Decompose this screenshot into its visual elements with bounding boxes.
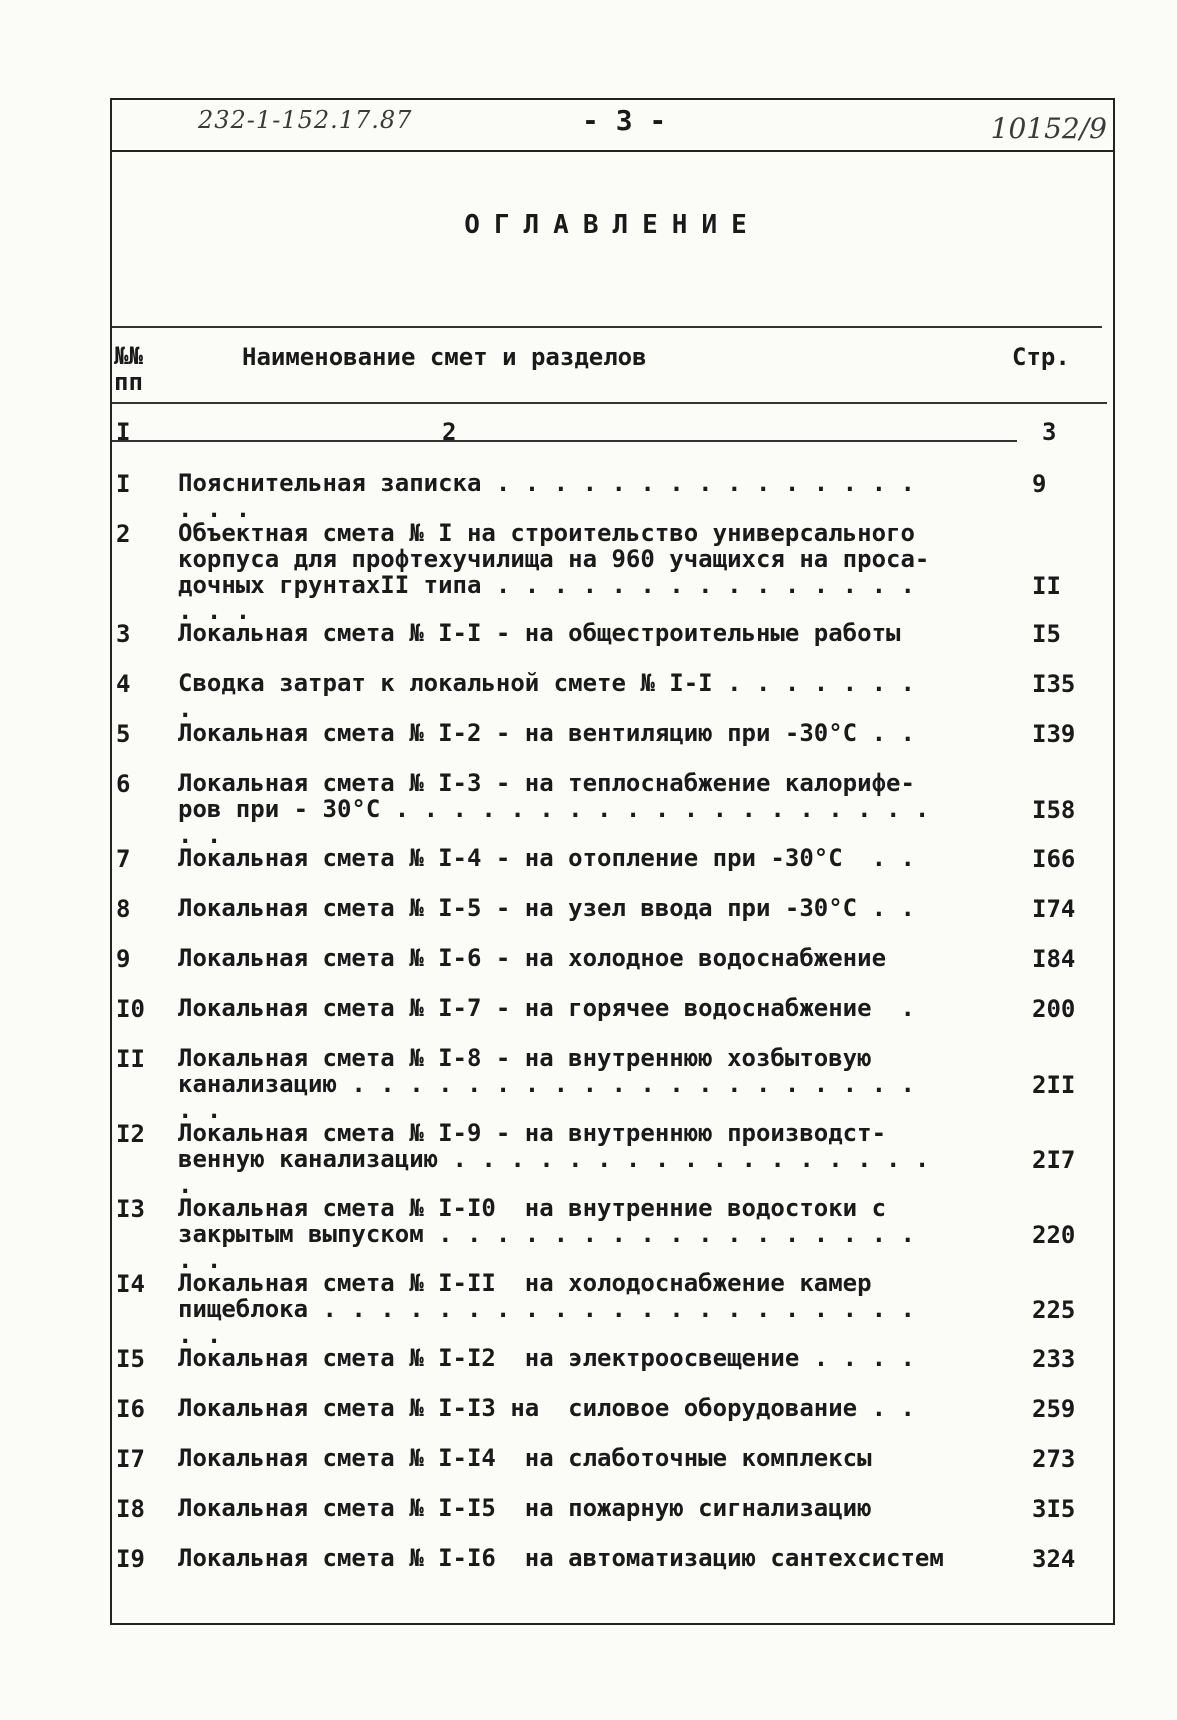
row-text: Локальная смета № I-9 - на внутреннюю производст- венную канализацию . . . . . . . . . . . . . . . . . .	[178, 1119, 930, 1199]
row-text: Локальная смета № I-I - на общестроительные работы	[178, 619, 901, 647]
sheet-number: 10152/9	[990, 112, 1107, 145]
column-header-page: Стр.	[1012, 343, 1070, 371]
column-header-name: Наименование смет и разделов	[242, 343, 647, 371]
row-text: Сводка затрат к локальной смете № I-I . . . . . . . .	[178, 669, 930, 723]
row-page: 324	[1032, 1545, 1076, 1573]
row-page: I39	[1032, 720, 1076, 748]
page-number: - 3 -	[582, 104, 667, 137]
row-text: Локальная смета № I-I2 на электроосвещение . . . .	[178, 1344, 915, 1372]
row-number: 3	[116, 620, 131, 648]
column-number-3: 3	[1042, 418, 1057, 446]
row-text: Локальная смета № I-I4 на слаботочные комплексы	[178, 1444, 872, 1472]
row-text: Локальная смета № I-I5 на пожарную сигнализацию	[178, 1494, 872, 1522]
row-number: I6	[116, 1395, 145, 1423]
row-page: 9	[1032, 470, 1047, 498]
row-page: I58	[1032, 796, 1076, 824]
row-text: Локальная смета № I-4 - на отопление при -30°C . .	[178, 844, 915, 872]
row-page: I35	[1032, 670, 1076, 698]
row-page: I5	[1032, 620, 1061, 648]
row-page: 220	[1032, 1221, 1076, 1249]
row-number: I0	[116, 995, 145, 1023]
row-text: Локальная смета № I-7 - на горячее водоснабжение .	[178, 994, 915, 1022]
row-page: I66	[1032, 845, 1076, 873]
row-number: 2	[116, 520, 131, 548]
row-number: 7	[116, 845, 131, 873]
row-number: I4	[116, 1270, 145, 1298]
row-page: 2I7	[1032, 1146, 1076, 1174]
row-text: Локальная смета № I-3 - на теплоснабжение калорифе- ров при - 30°C . . . . . . . . . . . . . . . . . . . . .	[178, 769, 930, 849]
header-band	[112, 100, 1113, 152]
row-number: I8	[116, 1495, 145, 1523]
row-text: Локальная смета № I-2 - на вентиляцию при -30°C . .	[178, 719, 915, 747]
row-number: I3	[116, 1195, 145, 1223]
table-top-rule	[112, 326, 1102, 328]
row-number: II	[116, 1045, 145, 1073]
page-frame	[110, 98, 1115, 1625]
row-number: I2	[116, 1120, 145, 1148]
row-text: Локальная смета № I-6 - на холодное водоснабжение	[178, 944, 887, 972]
row-page: I74	[1032, 895, 1076, 923]
row-number: I	[116, 470, 131, 498]
row-page: II	[1032, 572, 1061, 600]
row-number: 5	[116, 720, 131, 748]
row-page: 273	[1032, 1445, 1076, 1473]
row-text: Локальная смета № I-I0 на внутренние водостоки с закрытым выпуском . . . . . . . . . . . . . . . . . . .	[178, 1194, 915, 1274]
row-text: Пояснительная записка . . . . . . . . . . . . . . . . . .	[178, 469, 930, 523]
row-number: 9	[116, 945, 131, 973]
row-text: Локальная смета № I-5 - на узел ввода при -30°C . .	[178, 894, 915, 922]
page-title: ОГЛАВЛЕНИЕ	[464, 210, 761, 240]
row-number: I5	[116, 1345, 145, 1373]
row-page: 200	[1032, 995, 1076, 1023]
document-code: 232-1-152.17.87	[198, 106, 413, 134]
row-text: Локальная смета № I-I6 на автоматизацию сантехсистем	[178, 1544, 944, 1572]
row-page: 225	[1032, 1296, 1076, 1324]
column-numbers-rule	[112, 440, 1017, 442]
row-number: I9	[116, 1545, 145, 1573]
row-page: 3I5	[1032, 1495, 1076, 1523]
row-text: Объектная смета № I на строительство универсального корпуса для профтехучилища на 960 учащихся на проса- дочных грунтахII типа . . . . . . . . . . . . . . . . . .	[178, 519, 930, 625]
column-number-1: I	[116, 418, 131, 446]
header-rule	[112, 402, 1107, 404]
row-page: 233	[1032, 1345, 1076, 1373]
row-page: 2II	[1032, 1071, 1076, 1099]
row-number: 6	[116, 770, 131, 798]
column-number-2: 2	[442, 418, 457, 446]
row-text: Локальная смета № I-II на холодоснабжение камер пищеблока . . . . . . . . . . . . . . . . . . . . . . .	[178, 1269, 915, 1349]
row-number: 8	[116, 895, 131, 923]
row-page: I84	[1032, 945, 1076, 973]
row-page: 259	[1032, 1395, 1076, 1423]
row-number: 4	[116, 670, 131, 698]
row-text: Локальная смета № I-I3 на силовое оборудование . .	[178, 1394, 915, 1422]
row-text: Локальная смета № I-8 - на внутреннюю хозбытовую канализацию . . . . . . . . . . . . . . . . . . . . . .	[178, 1044, 915, 1124]
row-number: I7	[116, 1445, 145, 1473]
column-header-number: №№ пп	[114, 342, 143, 396]
